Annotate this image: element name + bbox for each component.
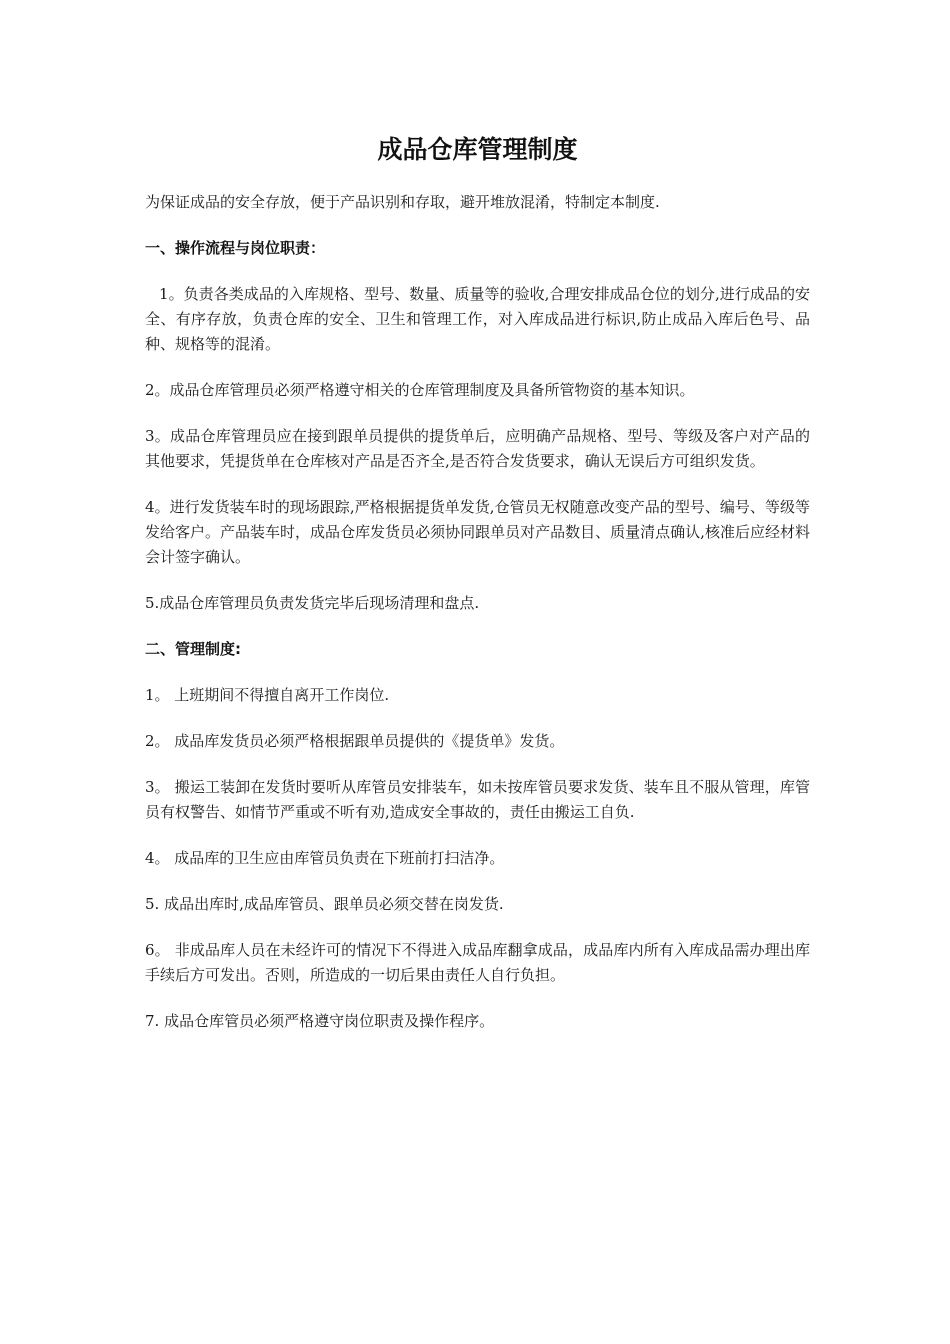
management-item-3: 3。 搬运工装卸在发货时要听从库管员安排装车，如未按库管员要求发货、装车且不服从管理，库管员有权警告、如情节严重或不听有劝,造成安全事故的，责任由搬运工自负. [145, 778, 810, 821]
section-heading-management: 二、管理制度: [145, 640, 241, 658]
management-item-4: 4。 成品库的卫生应由库管员负责在下班前打扫洁净。 [145, 849, 505, 867]
management-item-5: 5. 成品出库时,成品库管员、跟单员必须交替在岗发货. [145, 895, 504, 913]
document-body [145, 130, 810, 1055]
management-item-7: 7. 成品仓库管员必须严格遵守岗位职责及操作程序。 [145, 1012, 495, 1030]
operations-item-1: 1。负责各类成品的入库规格、型号、数量、质量等的验收,合理安排成品仓位的划分,进行成品的安全、有序存放，负责仓库的安全、卫生和管理工作，对入库成品进行标识,防止成品入库后色号、品种、规格等的混淆。 [145, 285, 810, 353]
management-item-1: 1。 上班期间不得擅自离开工作岗位. [145, 686, 390, 704]
operations-item-3: 3。成品仓库管理员应在接到跟单员提供的提货单后，应明确产品规格、型号、等级及客户对产品的其他要求，凭提货单在仓库核对产品是否齐全,是否符合发货要求，确认无误后方可组织发货。 [145, 427, 810, 470]
intro-paragraph: 为保证成品的安全存放，便于产品识别和存取，避开堆放混淆，特制定本制度. [145, 193, 660, 211]
operations-item-5: 5.成品仓库管理员负责发货完毕后现场清理和盘点. [145, 594, 480, 612]
operations-item-2: 2。成品仓库管理员必须严格遵守相关的仓库管理制度及具备所管物资的基本知识。 [145, 381, 695, 399]
operations-item-4: 4。进行发货装车时的现场跟踪,严格根据提货单发货,仓管员无权随意改变产品的型号、编号、等级等发给客户。产品装车时，成品仓库发货员必须协同跟单员对产品数目、质量清点确认,核准后应经材料会计签字确认。 [145, 498, 810, 566]
section-heading-operations: 一、操作流程与岗位职责： [145, 239, 326, 257]
management-item-6: 6。 非成品库人员在未经许可的情况下不得进入成品库翻拿成品，成品库内所有入库成品需办理出库手续后方可发出。否则，所造成的一切后果由责任人自行负担。 [145, 941, 810, 984]
management-item-2: 2。 成品库发货员必须严格根据跟单员提供的《提货单》发货。 [145, 732, 565, 750]
document-title: 成品仓库管理制度 [377, 135, 578, 164]
